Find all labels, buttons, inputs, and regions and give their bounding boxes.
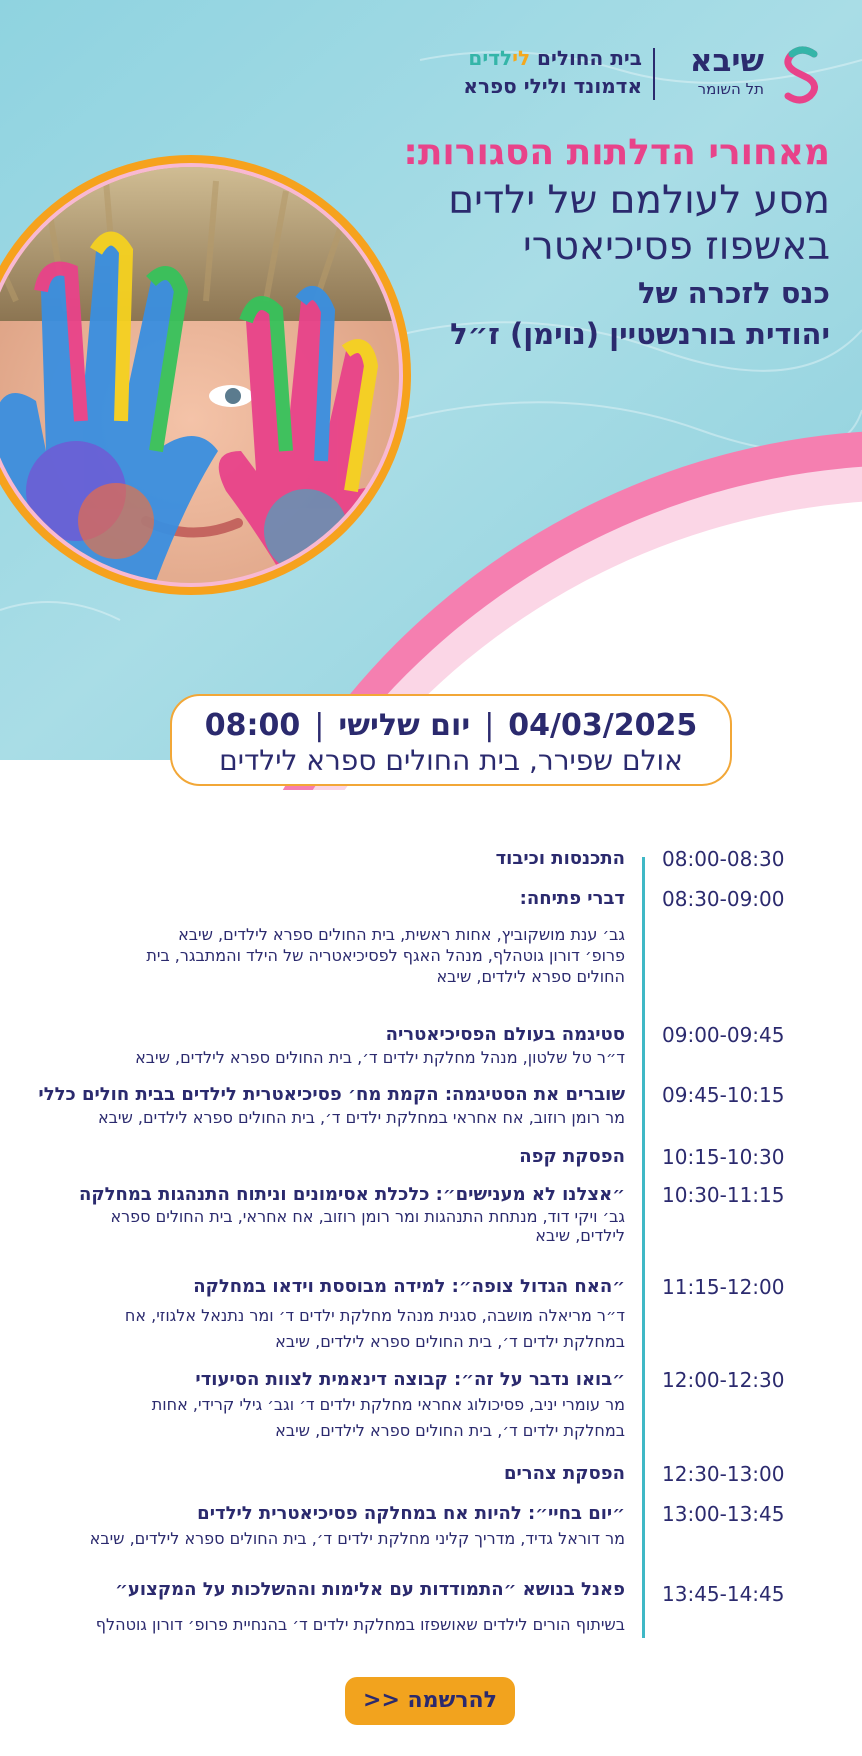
schedule-title: דברי פתיחה: xyxy=(519,888,625,909)
hospital-name-part: בית החולים xyxy=(530,46,642,70)
schedule-time: 08:30-09:00 xyxy=(662,887,785,911)
schedule-time: 09:00-09:45 xyxy=(662,1023,785,1047)
schedule-title: סטיגמה בעולם הפסיכיאטריה xyxy=(385,1024,625,1045)
separator: | xyxy=(484,708,495,743)
schedule-timeline-line xyxy=(642,857,645,1638)
schedule-title: ״בואו נדבר על זה״: קבוצה דינאמית לצוות הסיעודי xyxy=(195,1369,625,1390)
schedule-item xyxy=(25,1368,625,1444)
child-painted-hands-photo xyxy=(0,151,426,599)
schedule-time: 12:00-12:30 xyxy=(662,1368,785,1392)
schedule-title: ״אצלנו לא מענישים״: כלכלת אסימונים וניתוח התנהגות במחלקה xyxy=(78,1184,625,1205)
separator: | xyxy=(314,708,325,743)
event-location: אולם שפירר, בית החולים ספרא לילדים xyxy=(219,744,683,777)
schedule-time: 13:45-14:45 xyxy=(662,1582,785,1606)
schedule-time: 08:00-08:30 xyxy=(662,847,785,871)
schedule-desc: ד״ר מריאלה מושבה, סגנית מנהל מחלקת ילדים ד׳ ומר נתנאל אלגוזי, אח במחלקת ילדים ד׳, בית החולים ספרא לילדים, שיבא xyxy=(124,1306,625,1351)
subtitle-line-1: כנס לזכרה של xyxy=(638,276,830,310)
hospital-name-part-colored: לי xyxy=(512,46,531,70)
schedule-desc: גב׳ ענת מושקוביץ, אחות ראשית, בית החולים ספרא לילדים, שיבא פרופ׳ דורון גוטהלף, מנהל האגף לפסיכיאטריה של הילד והמתבגר, בית החולים ספרא לילדים, שיבא xyxy=(146,925,625,986)
subtitle-line-2: יהודית בורנשטיין (נוימן) ז״ל xyxy=(450,317,830,351)
schedule-item xyxy=(25,1145,625,1169)
schedule-desc: גב׳ ויקי דוד, מנתחת התנהגות ומר רומן רוזוב, אח אחראי, בית החולים ספרא לילדים, שיבא xyxy=(110,1207,625,1245)
schedule-title: הפסקת קפה xyxy=(519,1146,625,1167)
schedule-title: הפסקת צהרים xyxy=(503,1463,625,1484)
schedule-item xyxy=(25,887,625,987)
schedule-item xyxy=(25,1083,625,1128)
logo-divider xyxy=(653,48,655,100)
event-info-box xyxy=(170,694,732,786)
title-line-3: באשפוז פסיכיאטרי xyxy=(523,224,830,269)
schedule-desc: מר רומן רוזוב, אח אחראי במחלקת ילדים ד׳, בית החולים ספרא לילדים, שיבא xyxy=(97,1108,625,1127)
header-logo xyxy=(463,43,830,104)
schedule-item xyxy=(25,1275,625,1355)
event-datetime xyxy=(172,708,730,744)
schedule-item xyxy=(25,1502,625,1549)
hospital-name-line-2: אדמונד ולילי ספרא xyxy=(463,74,642,98)
sheba-s-logo-icon xyxy=(774,44,830,104)
schedule-time: 13:00-13:45 xyxy=(662,1502,785,1526)
schedule-time: 09:45-10:15 xyxy=(662,1083,785,1107)
schedule-time: 11:15-12:00 xyxy=(662,1275,785,1299)
schedule-time: 10:15-10:30 xyxy=(662,1145,785,1169)
schedule-title: שוברים את הסטיגמה: הקמת מח׳ פסיכיאטרית לילדים בבית חולים כללי xyxy=(38,1084,625,1105)
hospital-name-line-1 xyxy=(468,46,642,70)
schedule-time: 10:30-11:15 xyxy=(662,1183,785,1207)
schedule-item xyxy=(25,1023,625,1068)
schedule-title: התכנסות וכיבוד xyxy=(495,848,625,869)
register-button[interactable]: להרשמה << xyxy=(345,1677,515,1725)
brand-name: שיבא xyxy=(689,43,764,79)
title-pink: מאחורי הדלתות הסגורות: xyxy=(403,132,830,173)
schedule-item xyxy=(25,1578,625,1635)
schedule-item xyxy=(25,1183,625,1245)
schedule-item xyxy=(25,847,625,871)
event-day: יום שלישי xyxy=(338,708,471,743)
schedule-desc: מר דוראל גדיד, מדריך קליני מחלקת ילדים ד׳, בית החולים ספרא לילדים, שיבא xyxy=(89,1529,625,1548)
schedule-title: ״האח הגדול צופה״: למידה מבוססת וידאו במחלקה xyxy=(193,1276,625,1297)
schedule-title: פאנל בנושא ״התמודדות עם אלימות וההשלכות על המקצוע״ xyxy=(115,1579,625,1600)
schedule-time: 12:30-13:00 xyxy=(662,1462,785,1486)
schedule-item xyxy=(25,1462,625,1486)
brand-sub: תל השומר xyxy=(697,80,764,98)
hospital-name-part-colored: לדים xyxy=(468,46,513,70)
event-time: 08:00 xyxy=(204,708,301,743)
event-date: 04/03/2025 xyxy=(508,708,698,743)
schedule-desc: ד״ר טל שלטון, מנהל מחלקת ילדים ד׳, בית החולים ספרא לילדים, שיבא xyxy=(135,1048,625,1067)
schedule-title: ״יום בחיי״: להיות אח במחלקה פסיכיאטרית לילדים xyxy=(197,1503,625,1524)
title-line-2: מסע לעולמם של ילדים xyxy=(448,178,830,223)
schedule-desc: בשיתוף הורים לילדים שאושפזו במחלקת ילדים ד׳ בהנחיית פרופ׳ דורון גוטהלף xyxy=(95,1615,625,1634)
schedule-desc: מר עומרי יניב, פסיכולוג אחראי מחלקת ילדים ד׳ וגב׳ גילי קרידי, אחות במחלקת ילדים ד׳, בית החולים ספרא לילדים, שיבא xyxy=(151,1395,625,1440)
